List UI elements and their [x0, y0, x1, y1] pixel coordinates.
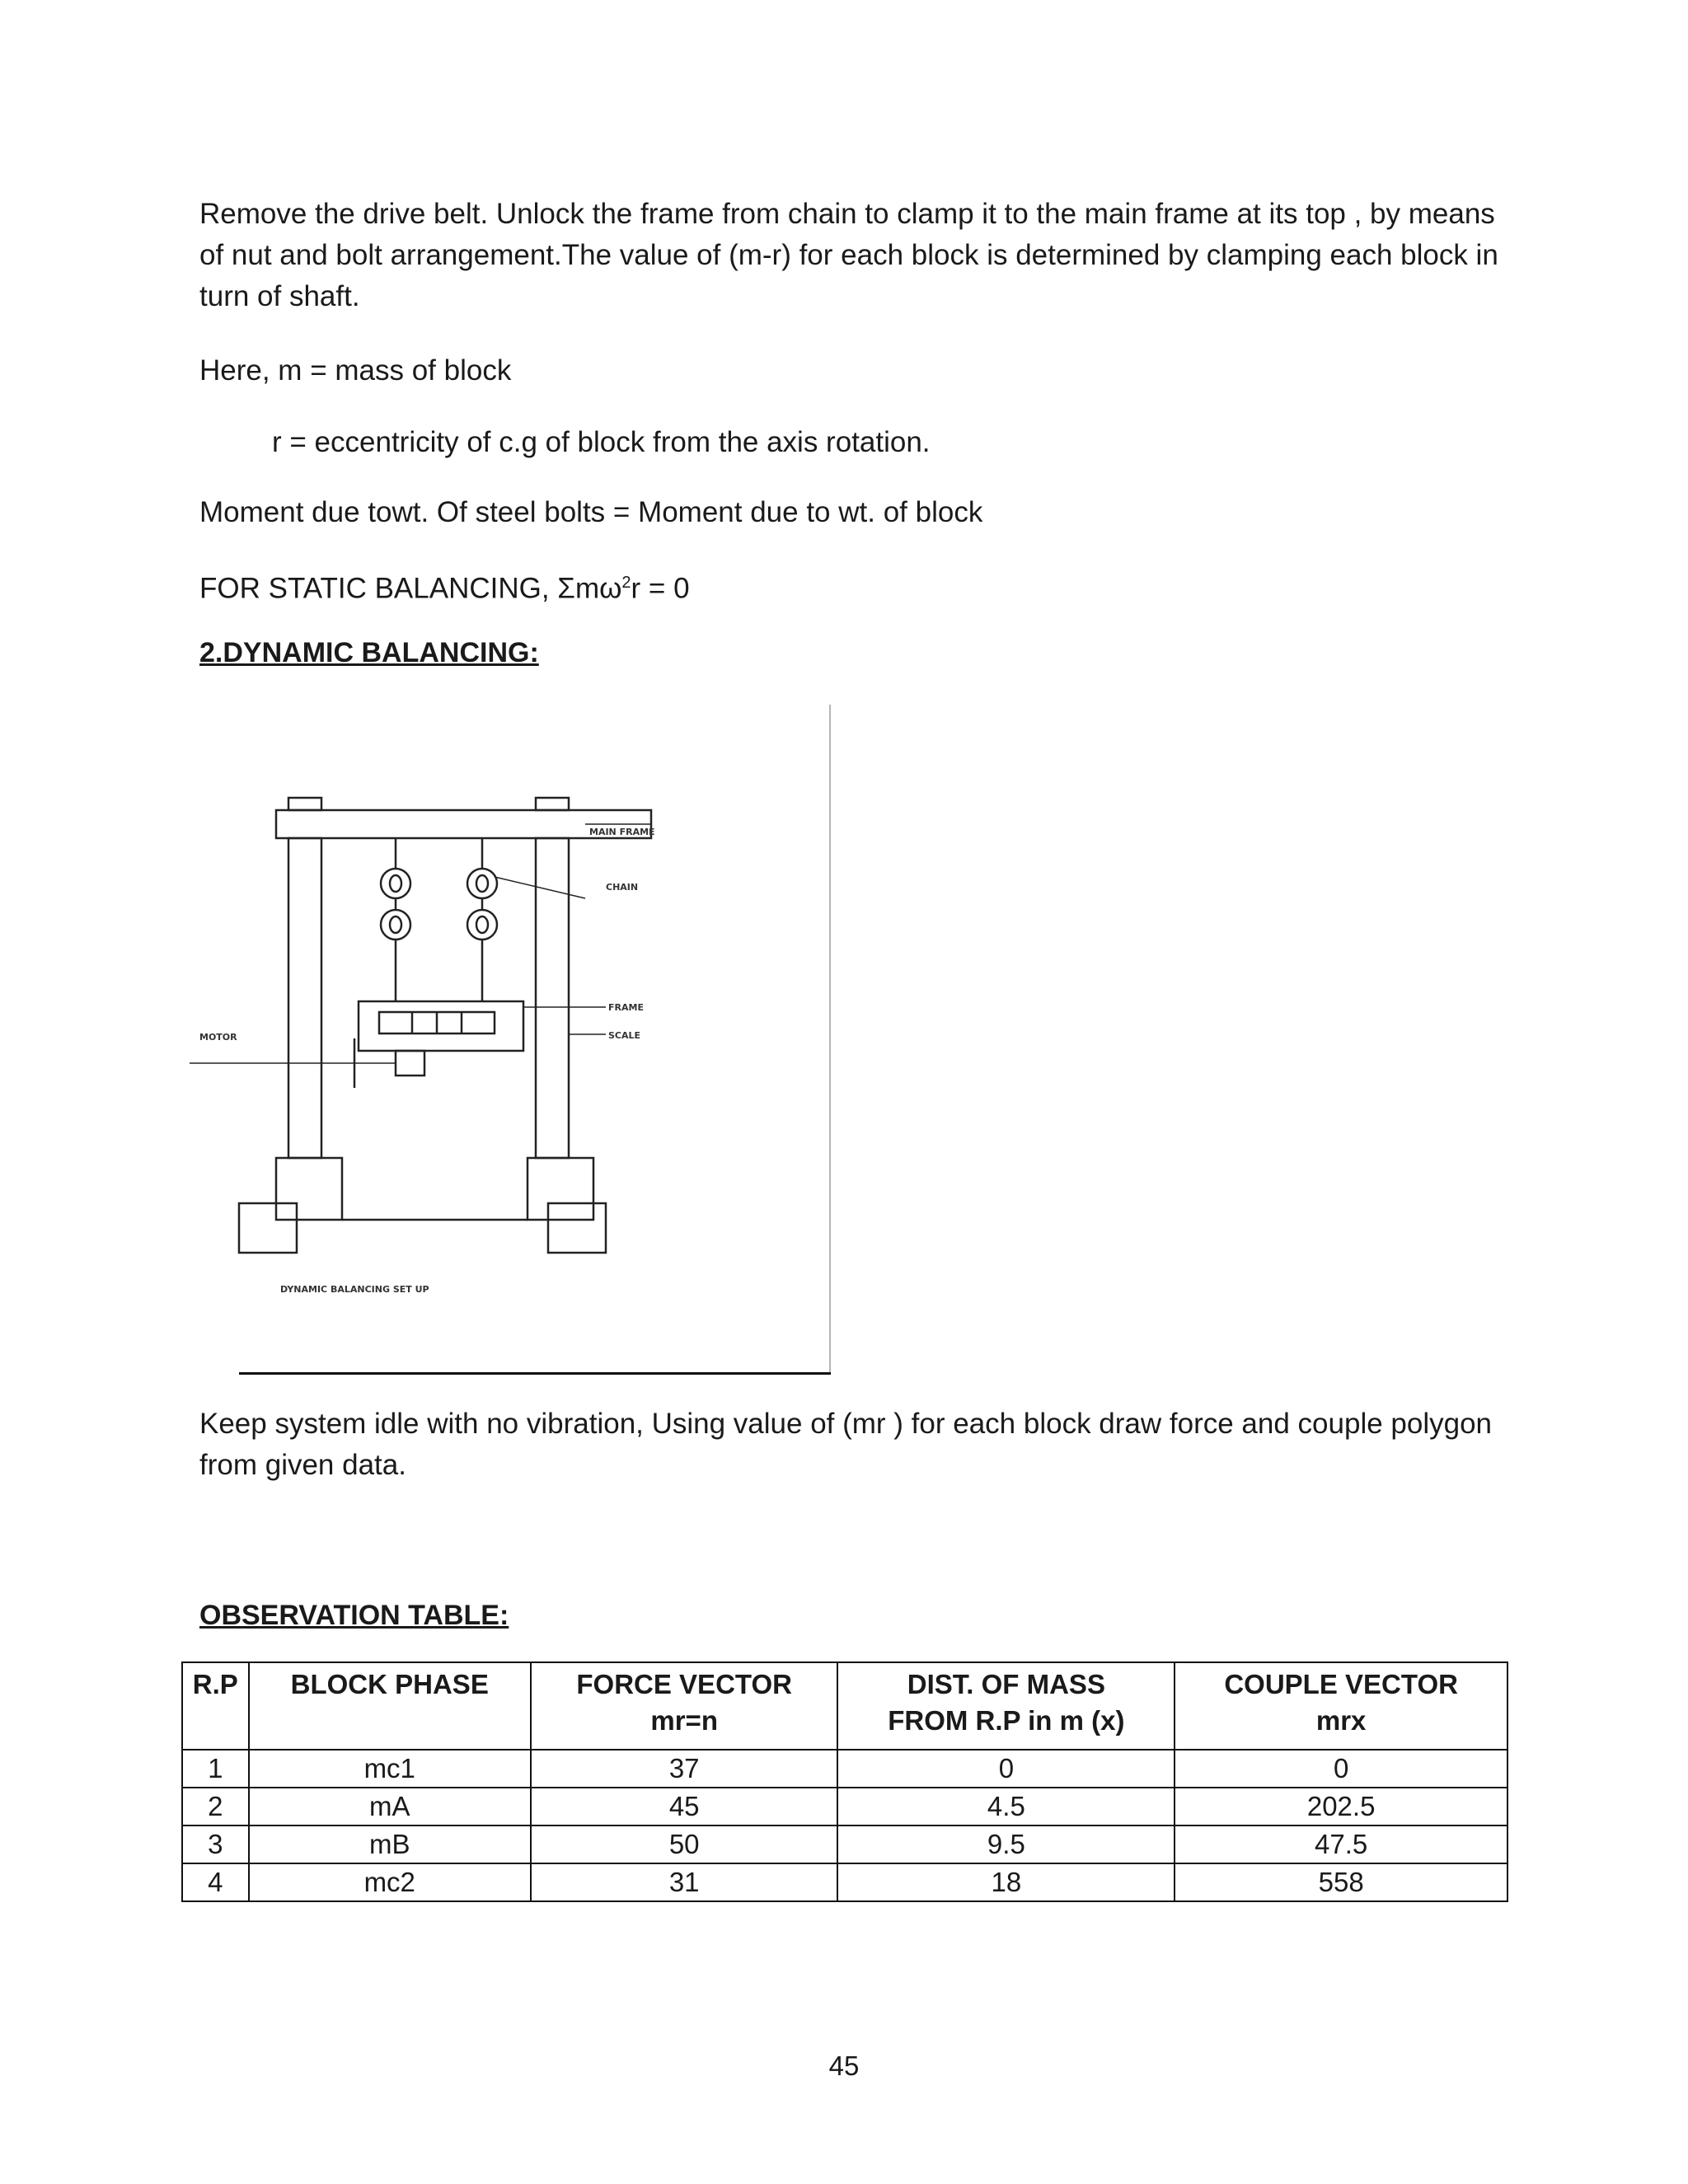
header-distance: DIST. OF MASS FROM R.P in m (x) [837, 1662, 1175, 1750]
chain-link [390, 875, 401, 892]
motor-unit [396, 1051, 424, 1076]
column-left [288, 838, 321, 1158]
label-scale: SCALE [608, 1030, 641, 1041]
static-superscript: 2 [621, 574, 631, 592]
static-suffix: r = 0 [631, 572, 690, 605]
beam-cap-right [536, 798, 569, 810]
frame-block [359, 1001, 523, 1051]
cell-distance: 18 [837, 1863, 1175, 1901]
header-rp: R.P [182, 1662, 249, 1750]
cell-couple: 47.5 [1175, 1825, 1507, 1863]
paragraph-keep-idle: Keep system idle with no vibration, Using value of (mr ) for each block draw force and couple polygon from given data. [199, 1408, 1493, 1481]
cell-distance: 4.5 [837, 1788, 1175, 1825]
cell-distance: 9.5 [837, 1825, 1175, 1863]
cell-couple: 202.5 [1175, 1788, 1507, 1825]
column-right [536, 838, 569, 1158]
figure-caption: DYNAMIC BALANCING SET UP [280, 1284, 429, 1295]
table-header-row [182, 1662, 1507, 1750]
cell-force: 50 [531, 1825, 838, 1863]
cell-force: 45 [531, 1788, 838, 1825]
cell-distance: 0 [837, 1750, 1175, 1788]
paragraph-remove-belt: Remove the drive belt. Unlock the frame from chain to clamp it to the main frame at its top , by means of nut and bolt arrangement.The value of (m-r) for each block is determined by clamping each block in turn of shaft. [199, 198, 1498, 312]
header-couple-vector: COUPLE VECTOR mrx [1175, 1662, 1507, 1750]
label-frame: FRAME [608, 1002, 644, 1013]
cell-couple: 0 [1175, 1750, 1507, 1788]
foot-left [239, 1203, 297, 1253]
observation-table [181, 1661, 1508, 1902]
table-row [182, 1825, 1507, 1863]
cell-rp: 4 [182, 1863, 249, 1901]
chain-link [467, 910, 497, 940]
chain-link [476, 916, 488, 933]
cell-rp: 2 [182, 1788, 249, 1825]
header-force-vector: FORCE VECTOR mr=n [531, 1662, 838, 1750]
cell-rp: 3 [182, 1825, 249, 1863]
definition-r: r = eccentricity of c.g of block from the axis rotation. [272, 426, 931, 458]
cell-couple: 558 [1175, 1863, 1507, 1901]
chain-link [381, 910, 410, 940]
dynamic-balancing-heading: 2.DYNAMIC BALANCING: [199, 637, 539, 668]
beam-cap-left [288, 798, 321, 810]
label-chain: CHAIN [606, 882, 639, 893]
chain-link [381, 869, 410, 898]
static-balancing-equation [199, 562, 1518, 610]
definition-m: Here, m = mass of block [199, 354, 512, 387]
table-row [182, 1863, 1507, 1901]
label-main-frame: MAIN FRAME [589, 827, 655, 837]
table-row [182, 1750, 1507, 1788]
base-block-right [528, 1158, 593, 1220]
cell-block-phase: mc2 [249, 1863, 531, 1901]
cell-force: 37 [531, 1750, 838, 1788]
page-number: 45 [828, 2050, 860, 2081]
cell-force: 31 [531, 1863, 838, 1901]
cell-rp: 1 [182, 1750, 249, 1788]
cell-block-phase: mc1 [249, 1750, 531, 1788]
chain-link [390, 916, 401, 933]
label-motor: MOTOR [199, 1032, 237, 1043]
moment-equation: Moment due towt. Of steel bolts = Moment due to wt. of block [199, 496, 983, 528]
observation-table-heading: OBSERVATION TABLE: [199, 1600, 509, 1631]
base-block-left [276, 1158, 342, 1220]
figure-border-bottom [239, 1372, 831, 1375]
figure-border-right [829, 705, 831, 1372]
header-block-phase: BLOCK PHASE [249, 1662, 531, 1750]
table-row [182, 1788, 1507, 1825]
cell-block-phase: mB [249, 1825, 531, 1863]
dynamic-balancing-figure [190, 701, 832, 1385]
foot-right [548, 1203, 606, 1253]
static-prefix: FOR STATIC BALANCING, Σmω [199, 572, 622, 605]
chain-link [467, 869, 497, 898]
chain-link [476, 875, 488, 892]
cell-block-phase: mA [249, 1788, 531, 1825]
